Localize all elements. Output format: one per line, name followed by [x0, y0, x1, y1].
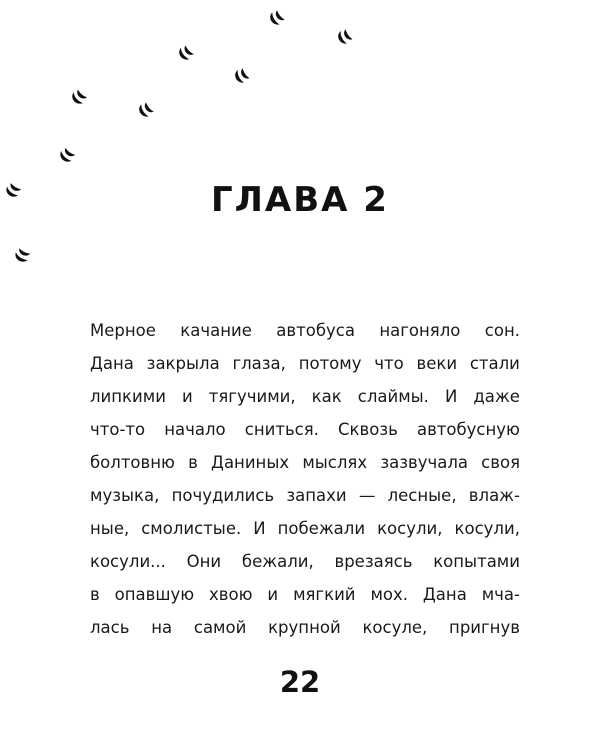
word: сон.: [484, 321, 520, 340]
text-line: [90, 578, 520, 611]
word: Дана: [422, 585, 467, 604]
hoofprint: [137, 101, 155, 119]
word: в: [90, 585, 100, 604]
word: тягучими,: [208, 387, 296, 406]
hoofprint: [13, 247, 31, 264]
word: косули,: [377, 519, 443, 538]
word: запахи: [286, 486, 347, 505]
word: Сквозь: [338, 420, 398, 439]
word: хвою: [209, 585, 253, 604]
word: начало: [164, 420, 226, 439]
hoofprint: [268, 9, 286, 27]
word: копытами: [433, 552, 520, 571]
text-line: [90, 380, 520, 413]
word: что-то: [90, 420, 146, 439]
word: болтовню: [90, 453, 175, 472]
word: мягкий: [293, 585, 356, 604]
word: музыка,: [90, 486, 160, 505]
word: Мерное: [90, 321, 156, 340]
text-line: [90, 347, 520, 380]
word: лесные,: [387, 486, 457, 505]
chapter-title: ГЛАВА 2: [211, 180, 389, 220]
word: бежали,: [241, 552, 314, 571]
text-line: [90, 446, 520, 479]
word: мыслях: [302, 453, 368, 472]
word: самой: [193, 618, 247, 637]
word: Даниных: [211, 453, 290, 472]
word: косули...: [90, 552, 166, 571]
word: Они: [186, 552, 222, 571]
page-number: 22: [279, 665, 321, 699]
word: как: [311, 387, 342, 406]
word: и: [181, 387, 193, 406]
hoofprint: [336, 28, 353, 46]
word: веки: [416, 354, 458, 373]
hoofprint-trail-icon: [0, 0, 600, 300]
word: —: [358, 486, 376, 505]
text-line: [90, 479, 520, 512]
word: стали: [469, 354, 520, 373]
word: даже: [473, 387, 520, 406]
text-line: [90, 413, 520, 446]
word: в: [188, 453, 198, 472]
word: побежали: [277, 519, 366, 538]
word: автобуса: [276, 321, 355, 340]
word: и: [267, 585, 279, 604]
word: И: [253, 519, 266, 538]
word: косули,: [454, 519, 520, 538]
hoofprint: [233, 67, 250, 85]
word: Дана: [90, 354, 134, 373]
word: глаза,: [232, 354, 286, 373]
word: что: [374, 354, 404, 373]
word: опавшую: [114, 585, 195, 604]
word: пригнув: [449, 618, 520, 637]
text-line: [90, 512, 520, 545]
text-line: [90, 545, 520, 578]
word: нагоняло: [379, 321, 461, 340]
hoofprint: [70, 88, 88, 106]
text-line: [90, 611, 520, 644]
body-text: [90, 314, 520, 644]
word: лась: [90, 618, 130, 637]
word: своя: [481, 453, 520, 472]
word: смолистые.: [141, 519, 242, 538]
text-line: [90, 314, 520, 347]
word: И: [444, 387, 458, 406]
hoofprint: [177, 44, 195, 62]
word: автобусную: [416, 420, 520, 439]
word: влаж-: [468, 486, 520, 505]
word: качание: [180, 321, 252, 340]
word: врезаясь: [334, 552, 413, 571]
word: потому: [298, 354, 362, 373]
word: ные,: [90, 519, 130, 538]
word: мча-: [481, 585, 520, 604]
word: крупной: [268, 618, 341, 637]
word: почудились: [171, 486, 275, 505]
word: закрыла: [146, 354, 220, 373]
word: на: [151, 618, 173, 637]
word: косуле,: [362, 618, 428, 637]
word: зазвучала: [380, 453, 468, 472]
word: липкими: [90, 387, 166, 406]
word: слаймы.: [357, 387, 429, 406]
word: сниться.: [244, 420, 319, 439]
hoofprint: [58, 146, 76, 164]
word: мох.: [370, 585, 408, 604]
